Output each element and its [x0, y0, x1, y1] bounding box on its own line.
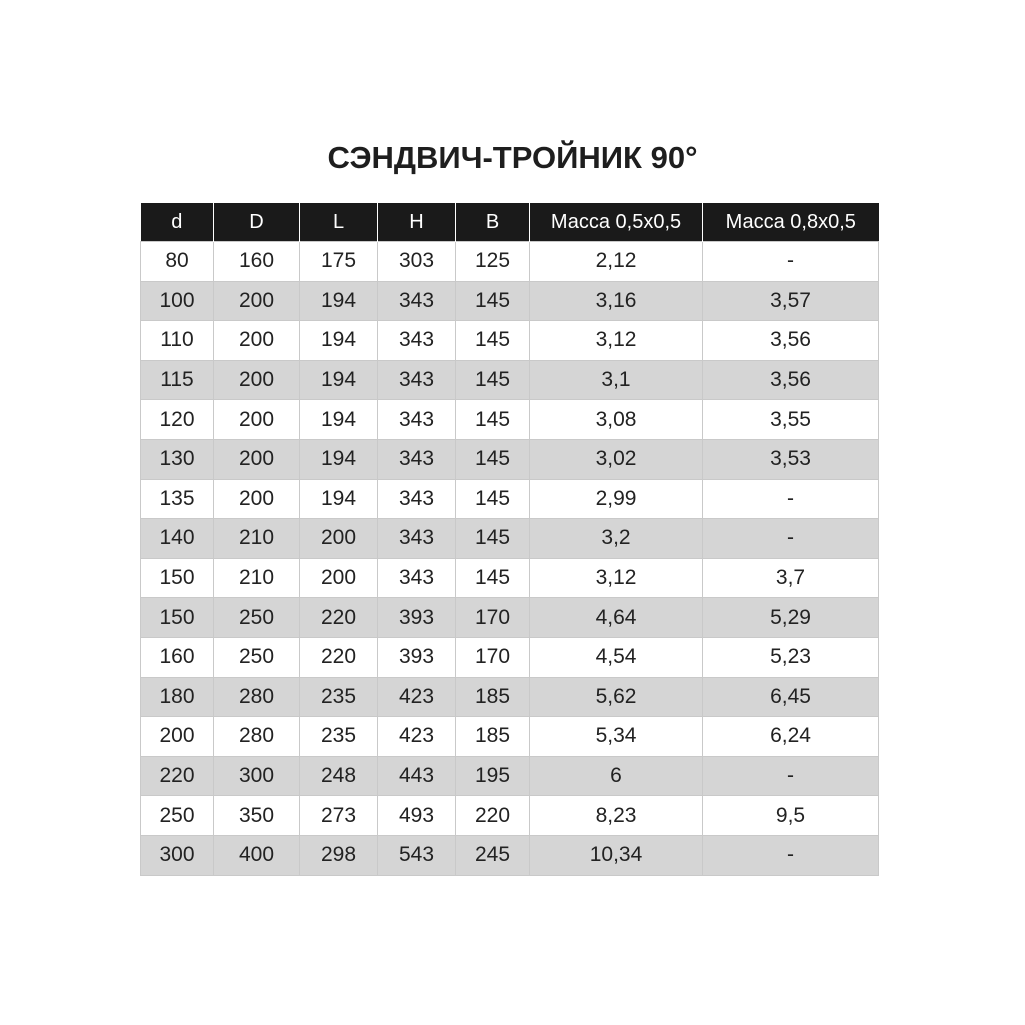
table-row: [141, 242, 879, 282]
table-cell-D: 160: [214, 242, 300, 282]
table-cell-d: 120: [141, 400, 214, 440]
table-cell-mass-08: 5,23: [703, 637, 879, 677]
table-cell-L: 194: [300, 439, 378, 479]
table-cell-D: 200: [214, 400, 300, 440]
table-cell-d: 160: [141, 637, 214, 677]
table-cell-D: 400: [214, 835, 300, 875]
table-cell-H: 303: [378, 242, 456, 282]
table-cell-B: 170: [456, 637, 530, 677]
table-cell-mass-08: 3,56: [703, 321, 879, 361]
table-row: [141, 360, 879, 400]
table-cell-L: 194: [300, 360, 378, 400]
spec-table: [140, 203, 879, 876]
table-cell-L: 235: [300, 677, 378, 717]
table-cell-mass-05: 2,12: [530, 242, 703, 282]
table-cell-d: 150: [141, 558, 214, 598]
table-cell-mass-08: 6,24: [703, 717, 879, 757]
table-cell-mass-05: 3,16: [530, 281, 703, 321]
table-cell-H: 343: [378, 439, 456, 479]
table-cell-D: 210: [214, 558, 300, 598]
table-cell-H: 343: [378, 360, 456, 400]
table-cell-B: 185: [456, 677, 530, 717]
table-cell-L: 200: [300, 558, 378, 598]
table-cell-L: 248: [300, 756, 378, 796]
table-cell-D: 350: [214, 796, 300, 836]
table-cell-d: 135: [141, 479, 214, 519]
table-cell-B: 145: [456, 519, 530, 559]
table-cell-B: 145: [456, 439, 530, 479]
table-header-row: [141, 203, 879, 242]
table-cell-H: 423: [378, 677, 456, 717]
table-cell-d: 115: [141, 360, 214, 400]
column-header-H: H: [378, 203, 456, 242]
column-header-mass-05: Масса 0,5х0,5: [530, 203, 703, 242]
table-cell-H: 423: [378, 717, 456, 757]
table-cell-D: 200: [214, 439, 300, 479]
table-cell-mass-08: 3,57: [703, 281, 879, 321]
table-cell-L: 273: [300, 796, 378, 836]
table-cell-D: 200: [214, 321, 300, 361]
column-header-L: L: [300, 203, 378, 242]
table-cell-mass-05: 3,02: [530, 439, 703, 479]
table-cell-B: 145: [456, 400, 530, 440]
table-cell-L: 220: [300, 598, 378, 638]
column-header-D: D: [214, 203, 300, 242]
table-cell-L: 194: [300, 321, 378, 361]
table-cell-mass-05: 5,62: [530, 677, 703, 717]
table-cell-D: 280: [214, 677, 300, 717]
table-cell-mass-05: 6: [530, 756, 703, 796]
table-cell-D: 200: [214, 281, 300, 321]
table-row: [141, 479, 879, 519]
table-cell-L: 235: [300, 717, 378, 757]
table-cell-H: 343: [378, 321, 456, 361]
table-cell-H: 343: [378, 519, 456, 559]
column-header-B: B: [456, 203, 530, 242]
table-cell-mass-05: 3,12: [530, 321, 703, 361]
table-cell-mass-05: 8,23: [530, 796, 703, 836]
table-cell-mass-05: 2,99: [530, 479, 703, 519]
table-cell-H: 543: [378, 835, 456, 875]
table-cell-mass-05: 4,54: [530, 637, 703, 677]
column-header-mass-08: Масса 0,8х0,5: [703, 203, 879, 242]
page-title: СЭНДВИЧ-ТРОЙНИК 90°: [327, 140, 698, 175]
table-cell-L: 194: [300, 479, 378, 519]
table-cell-B: 145: [456, 558, 530, 598]
table-cell-mass-05: 5,34: [530, 717, 703, 757]
table-cell-d: 140: [141, 519, 214, 559]
table-cell-L: 175: [300, 242, 378, 282]
table-body: [141, 242, 879, 876]
table-row: [141, 281, 879, 321]
table-cell-mass-08: 6,45: [703, 677, 879, 717]
table-cell-L: 298: [300, 835, 378, 875]
table-cell-mass-08: -: [703, 756, 879, 796]
table-cell-mass-05: 3,08: [530, 400, 703, 440]
table-row: [141, 400, 879, 440]
table-cell-d: 180: [141, 677, 214, 717]
table-row: [141, 677, 879, 717]
table-cell-d: 200: [141, 717, 214, 757]
table-row: [141, 756, 879, 796]
table-row: [141, 558, 879, 598]
table-cell-H: 393: [378, 598, 456, 638]
table-cell-B: 145: [456, 479, 530, 519]
table-cell-B: 170: [456, 598, 530, 638]
table-cell-D: 250: [214, 637, 300, 677]
table-cell-B: 125: [456, 242, 530, 282]
table-row: [141, 835, 879, 875]
table-row: [141, 321, 879, 361]
table-cell-D: 200: [214, 360, 300, 400]
table-cell-d: 250: [141, 796, 214, 836]
table-cell-mass-08: -: [703, 835, 879, 875]
table-cell-H: 493: [378, 796, 456, 836]
table-cell-H: 393: [378, 637, 456, 677]
table-cell-mass-08: -: [703, 479, 879, 519]
table-cell-mass-05: 4,64: [530, 598, 703, 638]
table-row: [141, 796, 879, 836]
table-cell-B: 145: [456, 321, 530, 361]
table-cell-L: 194: [300, 281, 378, 321]
table-cell-d: 300: [141, 835, 214, 875]
table-cell-d: 150: [141, 598, 214, 638]
table-row: [141, 598, 879, 638]
table-cell-B: 145: [456, 281, 530, 321]
table-cell-B: 195: [456, 756, 530, 796]
table-cell-mass-08: -: [703, 519, 879, 559]
table-cell-D: 200: [214, 479, 300, 519]
table-cell-H: 343: [378, 400, 456, 440]
table-cell-mass-08: -: [703, 242, 879, 282]
table-cell-mass-08: 5,29: [703, 598, 879, 638]
table-row: [141, 717, 879, 757]
table-cell-mass-05: 3,2: [530, 519, 703, 559]
table-cell-d: 130: [141, 439, 214, 479]
table-row: [141, 439, 879, 479]
table-cell-B: 145: [456, 360, 530, 400]
table-cell-mass-05: 3,1: [530, 360, 703, 400]
table-cell-D: 210: [214, 519, 300, 559]
table-cell-mass-05: 10,34: [530, 835, 703, 875]
table-cell-B: 220: [456, 796, 530, 836]
table-cell-L: 200: [300, 519, 378, 559]
table-cell-H: 443: [378, 756, 456, 796]
table-cell-d: 100: [141, 281, 214, 321]
table-cell-d: 220: [141, 756, 214, 796]
table-cell-mass-08: 9,5: [703, 796, 879, 836]
table-cell-D: 300: [214, 756, 300, 796]
table-cell-d: 80: [141, 242, 214, 282]
table-cell-mass-08: 3,55: [703, 400, 879, 440]
table-cell-L: 220: [300, 637, 378, 677]
table-cell-d: 110: [141, 321, 214, 361]
table-cell-H: 343: [378, 281, 456, 321]
table-row: [141, 637, 879, 677]
table-cell-mass-05: 3,12: [530, 558, 703, 598]
column-header-d: d: [141, 203, 214, 242]
table-cell-mass-08: 3,53: [703, 439, 879, 479]
table-cell-D: 280: [214, 717, 300, 757]
table-cell-L: 194: [300, 400, 378, 440]
table-cell-mass-08: 3,56: [703, 360, 879, 400]
table-cell-D: 250: [214, 598, 300, 638]
table-cell-H: 343: [378, 558, 456, 598]
table-cell-mass-08: 3,7: [703, 558, 879, 598]
table-cell-B: 185: [456, 717, 530, 757]
table-cell-B: 245: [456, 835, 530, 875]
table-row: [141, 519, 879, 559]
table-cell-H: 343: [378, 479, 456, 519]
